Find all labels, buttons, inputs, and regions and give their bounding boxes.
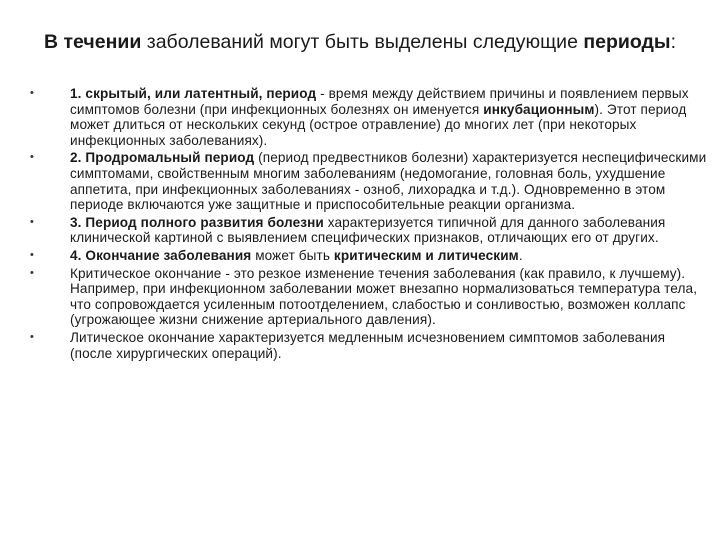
slide-title [40, 29, 680, 55]
list-item-critical-ending [30, 265, 708, 328]
item-text-continued: ). Этот период может длиться от нескольких секунд (острое отравление) до многих лет (при некоторых инфекционных заболеваниях). [70, 101, 687, 148]
bullet-icon: • [30, 330, 34, 343]
item-bold-term: критическим и литическим [333, 247, 519, 263]
list-item-latent-period [30, 86, 708, 148]
title-suffix: : [670, 31, 676, 53]
list-item-lytic-ending [30, 329, 708, 361]
item-text: может быть [251, 247, 334, 263]
item-text-continued: . [518, 247, 523, 263]
item-bold-lead: 3. Период полного развития болезни [70, 214, 324, 230]
bullet-list [30, 86, 708, 363]
item-text: - время между действием причины и появлением первых симптомов болезни (при инфекционных болезнях он именуется [70, 86, 689, 117]
bullet-icon: • [30, 248, 34, 261]
bullet-icon: • [30, 266, 34, 279]
list-item-prodromal-period [30, 150, 708, 213]
bullet-icon: • [30, 87, 34, 99]
item-bold-lead: 2. Продромальный период [70, 150, 255, 166]
title-bold-lead: В течении [44, 31, 142, 53]
title-bold-word: периоды [583, 31, 671, 53]
item-text: (период предвестников болезни) характеризуется неспецифическими симптомами, свойственным многим заболеваниям (недомогание, головная боль, ухудшение аппетита, при инфекционных заболеваниях - озноб, лихорадка и т.д.). Одновременно в этом периоде включаются уже защитные и приспособительные реакции организма. [70, 150, 707, 213]
item-bold-lead: 4. Окончание заболевания [70, 247, 252, 263]
item-bold-lead: 1. скрытый, или латентный, период [70, 86, 317, 101]
title-text: заболеваний могут быть выделены следующие [141, 31, 584, 53]
bullet-icon: • [30, 151, 34, 164]
item-text: характеризуется типичной для данного заболевания клинической картиной с выявлением специфических признаков, отличающих его от других. [70, 214, 666, 246]
item-text: Критическое окончание - это резкое изменение течения заболевания (как правило, к лучшему). Например, при инфекционном заболевании может внезапно нормализоваться температура тела, что сопровождается усиленным потоотделением, слабостью и сонливостью, возможен коллапс (угрожающее жизни снижение артериального давления). [70, 265, 698, 328]
item-text: Литическое окончание характеризуется медленным исчезновением симптомов заболевания (после хирургических операций). [70, 329, 666, 361]
item-bold-term: инкубационным [483, 101, 595, 117]
list-item-full-development-period [30, 214, 708, 246]
list-item-disease-ending [30, 247, 708, 264]
bullet-icon: • [30, 215, 34, 228]
